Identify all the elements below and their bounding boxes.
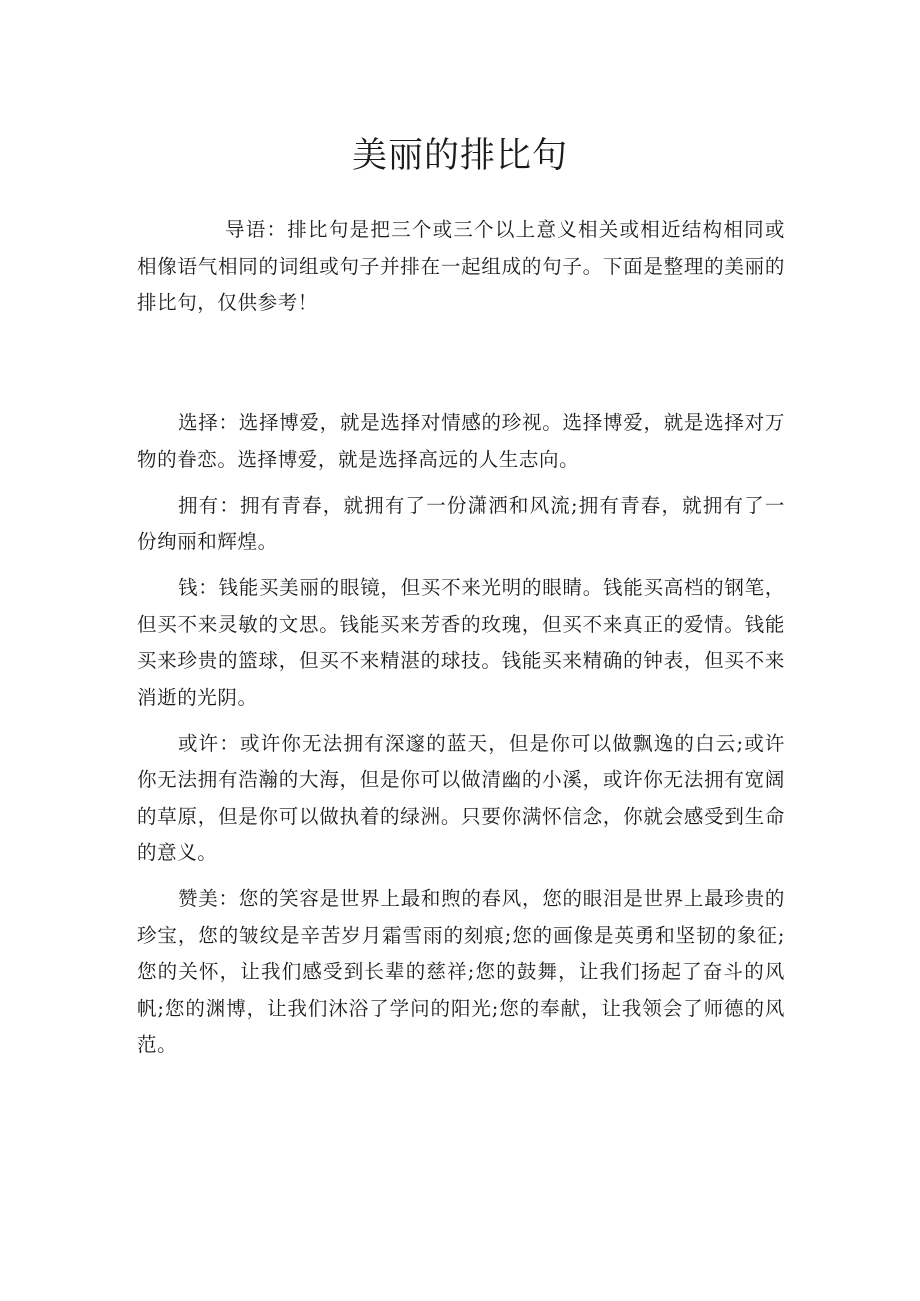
paragraph-choice: 选择：选择博爱，就是选择对情感的珍视。选择博爱，就是选择对万物的眷恋。选择博爱，就是选择高远的人生志向。 [137,411,785,471]
intro-block [137,212,785,322]
paragraph-possess: 拥有：拥有青春，就拥有了一份潇洒和风流;拥有青春，就拥有了一份绚丽和辉煌。 [137,493,785,553]
document-title: 美丽的排比句 [351,136,568,176]
paragraph-praise: 赞美：您的笑容是世界上最和煦的春风，您的眼泪是世界上最珍贵的珍宝，您的皱纹是辛苦岁月霜雪雨的刻痕;您的画像是英勇和坚韧的象征;您的关怀，让我们感受到长辈的慈祥;您的鼓舞，让我们扬起了奋斗的风帆;您的渊博，让我们沐浴了学问的阳光;您的奉献，让我领会了师德的风范。 [137,887,785,1056]
paragraph-perhaps: 或许：或许你无法拥有深邃的蓝天，但是你可以做飘逸的白云;或许你无法拥有浩瀚的大海，但是你可以做清幽的小溪，或许你无法拥有宽阔的草原，但是你可以做执着的绿洲。只要你满怀信念，你就会感受到生命的意义。 [137,731,785,864]
paragraph-money: 钱：钱能买美丽的眼镜，但买不来光明的眼睛。钱能买高档的钢笔，但买不来灵敏的文思。钱能买来芳香的玫瑰，但买不来真正的爱情。钱能买来珍贵的篮球，但买不来精湛的球技。钱能买来精确的钟表，但买不来消逝的光阴。 [137,576,785,709]
content-block [137,405,785,1073]
intro-paragraph: 导语：排比句是把三个或三个以上意义相关或相近结构相同或相像语气相同的词组或句子并排在一起组成的句子。下面是整理的美丽的排比句，仅供参考！ [137,218,785,314]
